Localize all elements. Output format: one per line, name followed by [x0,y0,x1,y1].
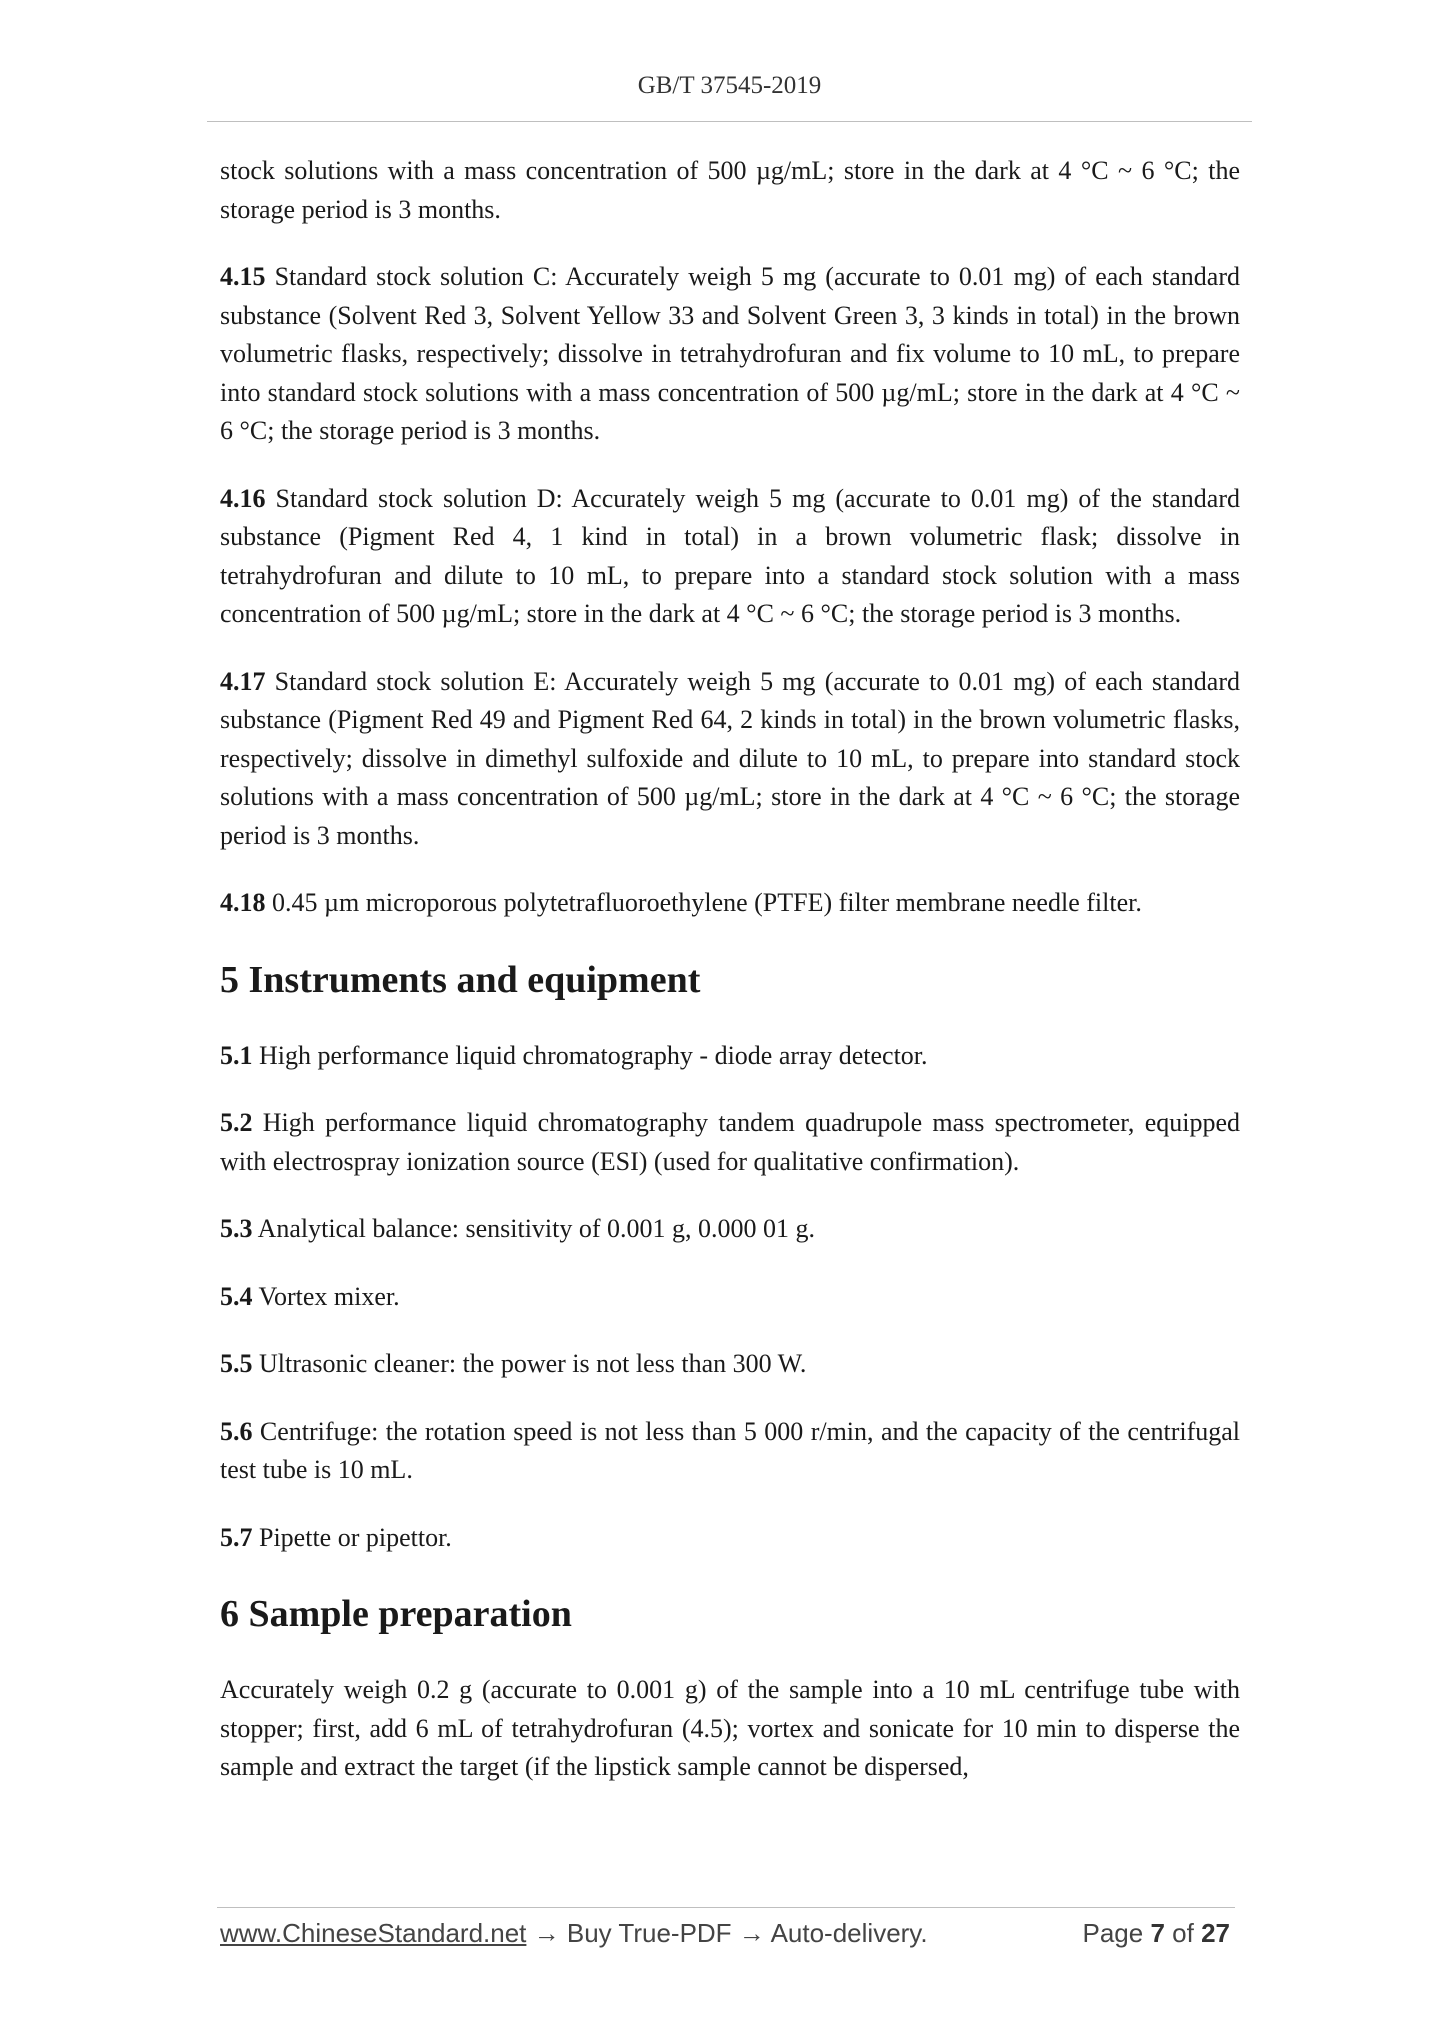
page-of-label: of [1172,1918,1194,1948]
section-6-paragraph: Accurately weigh 0.2 g (accurate to 0.001 g) of the sample into a 10 mL centrifuge tube with stopper; first, add 6 mL of tetrahydrofuran (4.5); vortex and sonicate for 10 min to disperse the sample and extract the target (if the lipstick sample cannot be dispersed, [220,1675,1240,1781]
clause-number: 5.1 [220,1040,253,1070]
clause-5-3 [220,1210,1240,1249]
clause-text: High performance liquid chromatography - diode array detector. [252,1040,928,1070]
clause-number: 5.2 [220,1108,253,1137]
clause-5-6 [220,1413,1240,1490]
clause-number: 5.3 [220,1214,253,1243]
footer-tagline: → Buy True-PDF → Auto-delivery. [526,1918,928,1948]
clause-5-2 [220,1104,1240,1181]
page-number [1082,1918,1230,1949]
header-divider [207,121,1252,122]
clause-text: Vortex mixer. [252,1281,400,1311]
clause-4-18 [220,884,1240,923]
clause-text: Centrifuge: the rotation speed is not less than 5 000 r/min, and the capacity of the centrifugal test tube is 10 mL. [220,1416,1240,1484]
clause-number: 4.17 [220,666,266,696]
clause-5-7 [220,1519,1240,1558]
section-5-heading: 5 Instruments and equipment [220,958,701,1001]
clause-text: Standard stock solution D: Accurately weigh 5 mg (accurate to 0.01 mg) of the standard substance (Pigment Red 4, 1 kind in total) in a brown volumetric flask; dissolve in tetrahydrofuran and dilute to 10 mL, to prepare into a standard stock solution with a mass concentration of 500 µg/mL; store in the dark at 4 °C ~ 6 °C; the storage period is 3 months. [220,483,1240,628]
page-total: 27 [1201,1918,1230,1948]
clause-number: 5.5 [220,1349,253,1378]
clause-5-1 [220,1037,1240,1076]
footer-promo [220,1918,928,1949]
clause-text: Ultrasonic cleaner: the power is not less than 300 W. [252,1349,807,1378]
clause-text: Analytical balance: sensitivity of 0.001 g, 0.000 01 g. [252,1214,816,1243]
clause-number: 5.4 [220,1281,253,1311]
website-link[interactable]: www.ChineseStandard.net [220,1918,527,1948]
section-6-heading: 6 Sample preparation [220,1593,572,1635]
clause-number: 5.7 [220,1522,253,1552]
clause-number: 5.6 [220,1416,253,1446]
clause-5-4 [220,1278,1240,1317]
clause-text: Standard stock solution C: Accurately weigh 5 mg (accurate to 0.01 mg) of each standard substance (Solvent Red 3, Solvent Yellow 33 and Solvent Green 3, 3 kinds in total) in the brown volumetric flasks, respectively; dissolve in tetrahydrofuran and fix volume to 10 mL, to prepare into standard stock solutions with a mass concentration of 500 µg/mL; store in the dark at 4 °C ~ 6 °C; the storage period is 3 months. [220,262,1240,445]
page-content [220,152,1240,1787]
clause-text: Pipette or pipettor. [252,1522,452,1552]
footer-divider [217,1907,1235,1908]
document-id-header: GB/T 37545-2019 [637,72,822,99]
clause-text: 0.45 µm microporous polytetrafluoroethylene (PTFE) filter membrane needle filter. [265,888,1142,917]
clause-5-5 [220,1345,1240,1384]
page-label: Page [1082,1918,1144,1948]
clause-4-17 [220,663,1240,856]
clause-number: 4.15 [220,262,266,291]
clause-4-15 [220,258,1240,451]
continued-paragraph: stock solutions with a mass concentration of 500 µg/mL; store in the dark at 4 °C ~ 6 °C; the storage period is 3 months. [220,156,1240,224]
page-footer [220,1918,1230,1958]
page-current: 7 [1150,1918,1165,1948]
clause-number: 4.18 [220,888,266,917]
clause-text: Standard stock solution E: Accurately weigh 5 mg (accurate to 0.01 mg) of each standard substance (Pigment Red 49 and Pigment Red 64, 2 kinds in total) in the brown volumetric flasks, respectively; dissolve in dimethyl sulfoxide and dilute to 10 mL, to prepare into standard stock solutions with a mass concentration of 500 µg/mL; store in the dark at 4 °C ~ 6 °C; the storage period is 3 months. [220,666,1240,850]
clause-number: 4.16 [220,483,266,513]
clause-text: High performance liquid chromatography tandem quadrupole mass spectrometer, equipped with electrospray ionization source (ESI) (used for qualitative confirmation). [220,1108,1240,1176]
clause-4-16 [220,480,1240,634]
